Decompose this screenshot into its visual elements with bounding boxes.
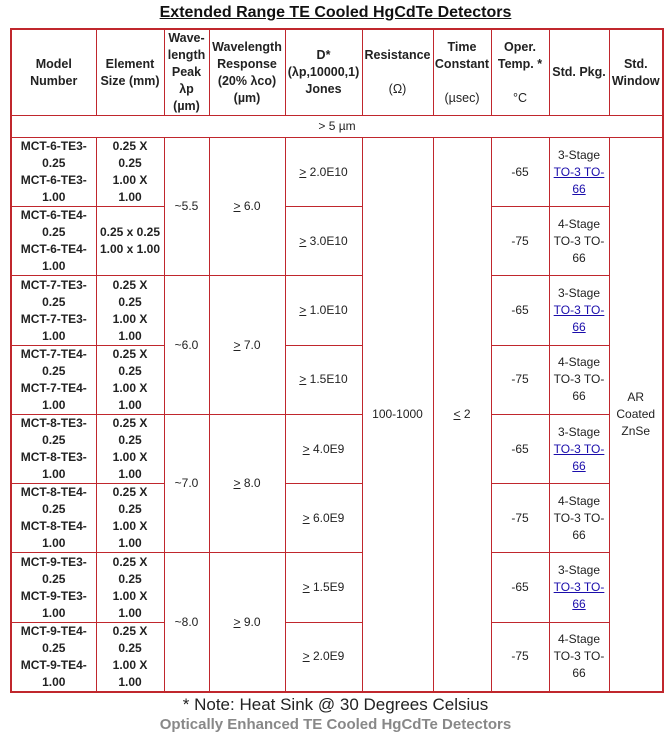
dstar-value: > 3.0E10 <box>285 207 362 276</box>
dstar-value: > 1.0E10 <box>285 276 362 345</box>
table-row <box>11 345 663 414</box>
footnote: * Note: Heat Sink @ 30 Degrees Celsius <box>182 695 489 714</box>
header-dstar: D* (λp,10000,1) Jones <box>285 29 362 116</box>
resistance-value: 100-1000 <box>362 138 433 693</box>
dstar-value: > 1.5E9 <box>285 553 362 622</box>
oper-temp-value: -65 <box>491 276 549 345</box>
header-response: Wavelength Response (20% λco) (µm) <box>209 29 285 116</box>
pkg-link[interactable]: TO-3 TO- <box>553 580 605 595</box>
element-size: 0.25 X 0.25 1.00 X 1.00 <box>96 484 164 553</box>
dstar-value: > 4.0E9 <box>285 414 362 483</box>
model-number: MCT-8-TE4- 0.25 MCT-8-TE4- 1.00 <box>11 484 96 553</box>
std-pkg: 4-Stage TO-3 TO- 66 <box>549 345 609 414</box>
table-row <box>11 553 663 622</box>
std-pkg[interactable]: 3-Stage TO-3 TO- 66 <box>549 414 609 483</box>
wavelength-response: > 6.0 <box>209 138 285 276</box>
oper-temp-value: -75 <box>491 207 549 276</box>
element-size: 0.25 X 0.25 1.00 X 1.00 <box>96 345 164 414</box>
oper-temp-value: -75 <box>491 484 549 553</box>
range-row <box>11 116 663 138</box>
page-title: Extended Range TE Cooled HgCdTe Detectors <box>159 4 512 21</box>
header-std-window: Std. Window <box>609 29 663 116</box>
model-number: MCT-7-TE4- 0.25 MCT-7-TE4- 1.00 <box>11 345 96 414</box>
oper-temp-value: -65 <box>491 553 549 622</box>
std-window-value: AR Coated ZnSe <box>609 138 663 693</box>
element-size: 0.25 X 0.25 1.00 X 1.00 <box>96 414 164 483</box>
std-pkg[interactable]: 3-Stage TO-3 TO- 66 <box>549 553 609 622</box>
std-pkg: 4-Stage TO-3 TO- 66 <box>549 622 609 692</box>
dstar-value: > 2.0E9 <box>285 622 362 692</box>
pkg-link[interactable]: 66 <box>572 597 586 612</box>
peak-wavelength: ~8.0 <box>164 553 209 692</box>
range-label: > 5 µm <box>11 116 663 138</box>
table-row <box>11 484 663 553</box>
element-size: 0.25 X 0.25 1.00 X 1.00 <box>96 622 164 692</box>
model-number: MCT-6-TE3- 0.25 MCT-6-TE3- 1.00 <box>11 138 96 207</box>
pkg-link[interactable]: TO-3 TO- <box>553 164 605 179</box>
peak-wavelength: ~7.0 <box>164 414 209 552</box>
header-oper-temp: Oper. Temp. * °C <box>491 29 549 116</box>
oper-temp-value: -65 <box>491 414 549 483</box>
element-size: 0.25 X 0.25 1.00 X 1.00 <box>96 138 164 207</box>
header-peak: Wave- length Peak λp (µm) <box>164 29 209 116</box>
table-row <box>11 276 663 345</box>
wavelength-response: > 9.0 <box>209 553 285 692</box>
model-number: MCT-8-TE3- 0.25 MCT-8-TE3- 1.00 <box>11 414 96 483</box>
table-row <box>11 207 663 276</box>
model-number: MCT-7-TE3- 0.25 MCT-7-TE3- 1.00 <box>11 276 96 345</box>
header-time-constant: Time Constant (µsec) <box>433 29 491 116</box>
element-size: 0.25 x 0.25 1.00 x 1.00 <box>96 207 164 276</box>
wavelength-response: > 8.0 <box>209 414 285 552</box>
pkg-link[interactable]: 66 <box>572 458 586 473</box>
pkg-link[interactable]: TO-3 TO- <box>553 303 605 318</box>
pkg-link[interactable]: 66 <box>572 320 586 335</box>
header-resistance: Resistance (Ω) <box>362 29 433 116</box>
element-size: 0.25 X 0.25 1.00 X 1.00 <box>96 553 164 622</box>
next-section-heading: Optically Enhanced TE Cooled HgCdTe Detectors <box>159 716 512 733</box>
pkg-link[interactable]: 66 <box>572 181 586 196</box>
table-row <box>11 622 663 692</box>
std-pkg: 4-Stage TO-3 TO- 66 <box>549 484 609 553</box>
detector-spec-table <box>10 28 664 693</box>
wavelength-response: > 7.0 <box>209 276 285 414</box>
peak-wavelength: ~5.5 <box>164 138 209 276</box>
header-row <box>11 29 663 116</box>
oper-temp-value: -75 <box>491 622 549 692</box>
table-row <box>11 138 663 207</box>
std-pkg[interactable]: 3-Stage TO-3 TO- 66 <box>549 138 609 207</box>
header-std-pkg: Std. Pkg. <box>549 29 609 116</box>
model-number: MCT-9-TE3- 0.25 MCT-9-TE3- 1.00 <box>11 553 96 622</box>
table-body <box>11 138 663 693</box>
std-pkg: 4-Stage TO-3 TO- 66 <box>549 207 609 276</box>
header-element-size: Element Size (mm) <box>96 29 164 116</box>
table-row <box>11 414 663 483</box>
header-model: Model Number <box>11 29 96 116</box>
dstar-value: > 1.5E10 <box>285 345 362 414</box>
peak-wavelength: ~6.0 <box>164 276 209 414</box>
time-constant-value: < 2 <box>433 138 491 693</box>
oper-temp-value: -65 <box>491 138 549 207</box>
std-pkg[interactable]: 3-Stage TO-3 TO- 66 <box>549 276 609 345</box>
element-size: 0.25 X 0.25 1.00 X 1.00 <box>96 276 164 345</box>
model-number: MCT-9-TE4- 0.25 MCT-9-TE4- 1.00 <box>11 622 96 692</box>
model-number: MCT-6-TE4- 0.25 MCT-6-TE4- 1.00 <box>11 207 96 276</box>
pkg-link[interactable]: TO-3 TO- <box>553 441 605 456</box>
oper-temp-value: -75 <box>491 345 549 414</box>
dstar-value: > 2.0E10 <box>285 138 362 207</box>
dstar-value: > 6.0E9 <box>285 484 362 553</box>
